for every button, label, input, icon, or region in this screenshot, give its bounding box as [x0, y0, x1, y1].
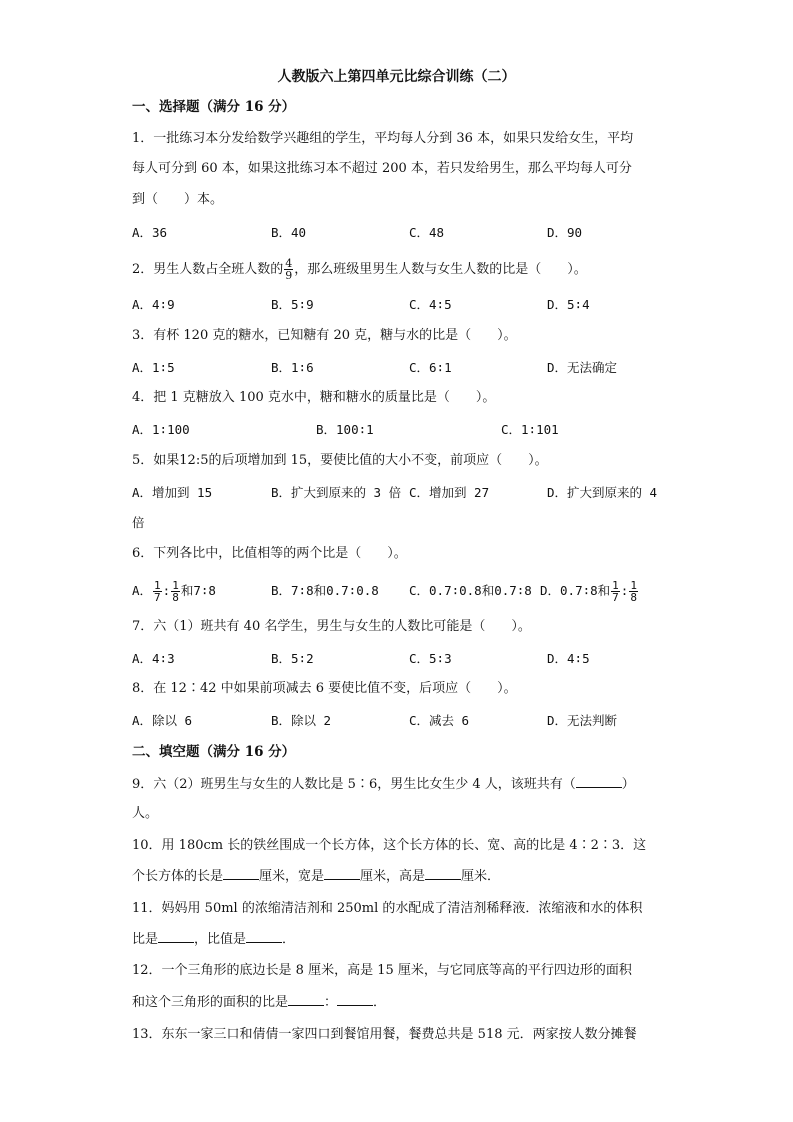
question-3: 3．有杯 120 克的糖水，已知糖有 20 克，糖与水的比是（ ）。	[132, 328, 517, 343]
question-6: 6．下列各比中，比值相等的两个比是（ ）。	[132, 546, 407, 561]
answer-blank-length[interactable]	[223, 867, 259, 880]
fraction-4-9	[284, 258, 293, 281]
text-segment: ，比值是	[194, 932, 247, 947]
q7-option-c[interactable]: C．5∶3	[409, 651, 452, 666]
fraction-denominator: 7	[154, 591, 161, 604]
q1-option-d[interactable]: D．90	[547, 225, 583, 240]
q4-option-c[interactable]: C．1∶101	[501, 422, 559, 437]
fraction-denominator: 9	[285, 269, 293, 282]
fraction-denominator: 7	[612, 591, 619, 604]
q6-option-d[interactable]	[540, 580, 639, 603]
question-5: 5．如果12:5的后项增加到 15，要使比值的大小不变，前项应（ ）。	[132, 453, 548, 468]
question-1-line-3: 到（ ）本。	[132, 192, 224, 207]
answer-blank-back[interactable]	[337, 993, 373, 1006]
q4-option-b[interactable]: B．100∶1	[316, 422, 374, 437]
text-segment: 厘米．	[461, 869, 501, 884]
answer-blank-height[interactable]	[425, 867, 461, 880]
answer-blank-value[interactable]	[246, 930, 282, 943]
text-segment: 厘米，高是	[360, 869, 426, 884]
question-12-line-2	[132, 993, 386, 1012]
text-segment: ．	[373, 995, 387, 1010]
question-10-line-1: 10．用 180cm 长的铁丝围成一个长方体，这个长方体的长、宽、高的比是 4∶2∶3．这	[132, 838, 647, 853]
question-9-line-2: 人。	[132, 806, 159, 821]
q2-option-b[interactable]: B．5∶9	[271, 297, 314, 312]
question-13-line-1: 13．东东一家三口和倩倩一家四口到餐馆用餐，餐费总共是 518 元．两家按人数分摊餐	[132, 1027, 637, 1042]
q3-option-c[interactable]: C．6∶1	[409, 360, 452, 375]
section-fill-heading: 二、填空题（满分 16 分）	[132, 744, 296, 760]
fraction-1-7	[611, 580, 620, 603]
ratio-colon: :	[620, 583, 629, 598]
fraction-numerator: 1	[172, 579, 179, 592]
question-10-line-2	[132, 867, 500, 886]
q3-option-b[interactable]: B．1∶6	[271, 360, 314, 375]
question-9-text: 9．六（2）班男生与女生的人数比是 5∶6，男生比女生少 4 人，该班共有（	[132, 777, 576, 792]
q2-option-d[interactable]: D．5∶4	[547, 297, 590, 312]
fraction-denominator: 8	[172, 591, 179, 604]
question-2-post: ，那么班级里男生人数与女生人数的比是（ ）。	[294, 262, 587, 277]
text-segment: 和这个三角形的面积的比是	[132, 995, 289, 1010]
fraction-numerator: 1	[154, 579, 161, 592]
fraction-1-8	[629, 580, 638, 603]
fraction-numerator: 1	[630, 579, 637, 592]
question-11-line-2	[132, 930, 295, 949]
fraction-1-8	[171, 580, 180, 603]
q5-option-a[interactable]: A．增加到 15	[132, 485, 213, 500]
q8-option-b[interactable]: B．除以 2	[271, 713, 332, 728]
option-prefix: D．0.7∶8和	[540, 583, 611, 598]
q5-option-c[interactable]: C．增加到 27	[409, 485, 490, 500]
q8-option-d[interactable]: D．无法判断	[547, 713, 618, 728]
text-segment: 厘米，宽是	[259, 869, 325, 884]
question-8: 8．在 12∶42 中如果前项减去 6 要使比值不变，后项应（ ）。	[132, 681, 517, 696]
q8-option-a[interactable]: A．除以 6	[132, 713, 193, 728]
q7-option-a[interactable]: A．4∶3	[132, 651, 175, 666]
fraction-numerator: 4	[285, 257, 293, 270]
q8-option-c[interactable]: C．减去 6	[409, 713, 470, 728]
fraction-numerator: 1	[612, 579, 619, 592]
closing-paren: ）	[621, 777, 635, 792]
q1-option-c[interactable]: C．48	[409, 225, 445, 240]
option-suffix: 和7∶8	[180, 583, 216, 598]
question-2-pre: 2．男生人数占全班人数的	[132, 262, 284, 277]
fraction-denominator: 8	[630, 591, 637, 604]
text-segment: ．	[282, 932, 296, 947]
text-segment: ：	[324, 995, 338, 1010]
question-4: 4．把 1 克糖放入 100 克水中，糖和糖水的质量比是（ ）。	[132, 390, 496, 405]
q2-option-a[interactable]: A．4∶9	[132, 297, 175, 312]
page-title: 人教版六上第四单元比综合训练（二）	[277, 69, 516, 85]
q5-option-d-continued: 倍	[132, 515, 145, 530]
question-1-line-2: 每人可分到 60 本，如果这批练习本不超过 200 本，若只发给男生，那么平均每人可分	[132, 161, 632, 176]
q7-option-b[interactable]: B．5∶2	[271, 651, 314, 666]
q6-option-c[interactable]: C．0.7∶0.8和0.7∶8	[409, 583, 532, 598]
question-12-line-1: 12．一个三角形的底边长是 8 厘米，高是 15 厘米，与它同底等高的平行四边形的面积	[132, 963, 632, 978]
q4-option-a[interactable]: A．1∶100	[132, 422, 190, 437]
q6-option-b[interactable]: B．7∶8和0.7∶0.8	[271, 583, 379, 598]
q3-option-a[interactable]: A．1∶5	[132, 360, 175, 375]
answer-blank[interactable]	[576, 775, 622, 788]
question-7: 7．六（1）班共有 40 名学生，男生与女生的人数比可能是（ ）。	[132, 619, 531, 634]
q1-option-b[interactable]: B．40	[271, 225, 307, 240]
q2-option-c[interactable]: C．4∶5	[409, 297, 452, 312]
ratio-colon: :	[162, 583, 171, 598]
q7-option-d[interactable]: D．4∶5	[547, 651, 590, 666]
option-prefix: A．	[132, 583, 153, 598]
fraction-1-7	[153, 580, 162, 603]
q1-option-a[interactable]: A．36	[132, 225, 168, 240]
answer-blank-front[interactable]	[288, 993, 324, 1006]
text-segment: 比是	[132, 932, 159, 947]
q6-option-a[interactable]	[132, 580, 216, 603]
question-2	[132, 258, 587, 281]
text-segment: 个长方体的长是	[132, 869, 224, 884]
answer-blank-ratio[interactable]	[158, 930, 194, 943]
q5-option-d[interactable]: D．扩大到原来的 4	[547, 485, 658, 500]
question-1-line-1: 1．一批练习本分发给数学兴趣组的学生，平均每人分到 36 本，如果只发给女生，平均	[132, 131, 634, 146]
q5-option-b[interactable]: B．扩大到原来的 3 倍	[271, 485, 402, 500]
question-11-line-1: 11．妈妈用 50ml 的浓缩清洁剂和 250ml 的水配成了清洁剂稀释液．浓缩液和水的体积	[132, 901, 643, 916]
answer-blank-width[interactable]	[324, 867, 360, 880]
section-choice-heading: 一、选择题（满分 16 分）	[132, 99, 296, 115]
question-9-line-1	[132, 775, 635, 794]
q3-option-d[interactable]: D．无法确定	[547, 360, 618, 375]
